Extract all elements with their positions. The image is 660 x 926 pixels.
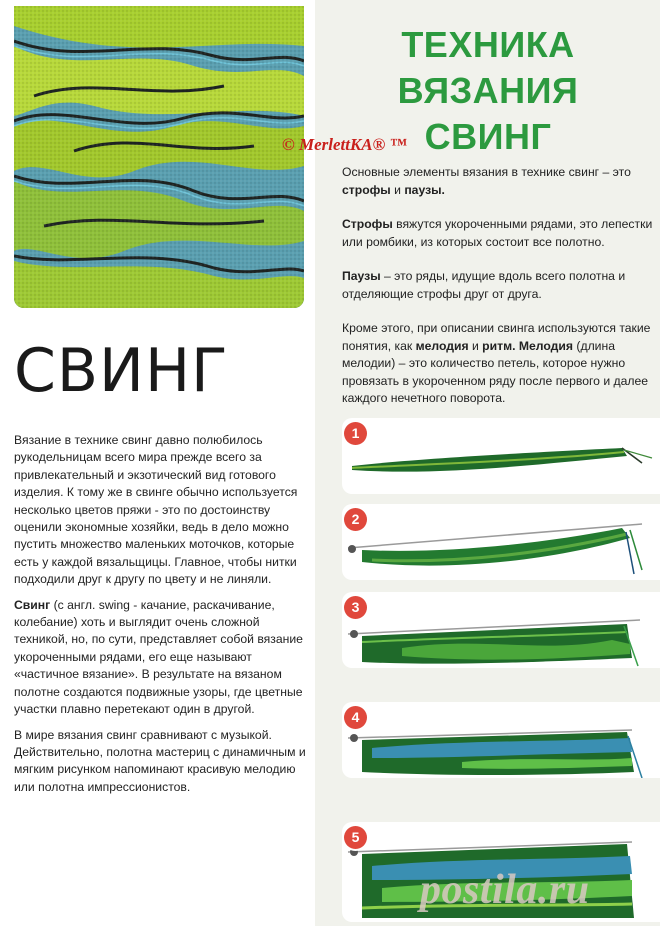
step-badge: 5	[344, 826, 367, 849]
step-photo-1	[342, 418, 660, 494]
step-badge: 4	[344, 706, 367, 729]
term-pauses: паузы.	[404, 182, 445, 197]
heading-line-2: СВИНГ	[424, 116, 552, 157]
left-paragraph-1: Вязание в технике свинг давно полюбилось рукодельницам всего мира прежде всего за привлекательный и экзотический вид готового изделия. К тому же в свинге обычно используется несколько цветов пряжи - это по достоинству оценили экономные хозяйки, ведь в дело можно пустить множество маленьких моточков, которые есть у каждой вязальщицы. Главное, чтобы нитки подходили друг к другу по цвету и не линяли.	[14, 433, 298, 587]
term-strophes: строфы	[342, 182, 391, 197]
right-column-text	[342, 164, 654, 425]
swing-term: Свинг	[14, 597, 51, 612]
step-badge: 3	[344, 596, 367, 619]
intro-text: Основные элементы вязания в технике свинг – это	[342, 165, 631, 179]
term-rhythm-melody: ритм. Мелодия	[482, 338, 574, 353]
pauses-paragraph	[342, 268, 654, 303]
melody-text-2: (длина мелодии) – это количество петель, которое нужно провязать в укороченном ряду после первого и далее каждого нечетного поворота.	[342, 338, 649, 405]
step-badge: 1	[344, 422, 367, 445]
term-melody: мелодия	[415, 338, 469, 353]
melody-paragraph	[342, 320, 654, 408]
melody-conjunction: и	[468, 338, 483, 353]
step-photo-2	[342, 504, 660, 580]
strophes-term: Строфы	[342, 217, 393, 231]
intro-conjunction: и	[390, 182, 405, 197]
left-paragraph-3: В мире вязания свинг сравнивают с музыкой. Действительно, полотна мастериц с динамичным и мягким рисунком напоминают красивую мелодию или полотна импрессионистов.	[14, 727, 306, 794]
left-column-text	[14, 432, 306, 804]
strophes-text: вяжутся укороченными рядами, это лепестки или ромбики, из которых состоит все полотно.	[342, 217, 653, 249]
pauses-text: – это ряды, идущие вдоль всего полотна и отделяющие строфы друг от друга.	[342, 269, 626, 301]
step-photo-4	[342, 702, 660, 778]
intro-paragraph	[342, 164, 654, 199]
step-badge: 2	[344, 508, 367, 531]
knitted-swatch-photo	[14, 6, 304, 308]
strophes-paragraph	[342, 216, 654, 251]
swing-definition: (с англ. swing - качание, раскачивание, колебание) хоть и выглядит очень сложной техникой, но, по сути, представляет собой вязание укороченными рядами, его еще называют «частичное вязание». В результате на вязаном полотне создаются подвижные узоры, где цветные участки плавно перетекают один в другой.	[14, 597, 303, 717]
pauses-term: Паузы	[342, 269, 381, 283]
site-watermark: postila.ru	[420, 867, 590, 913]
article-title: СВИНГ	[14, 336, 229, 406]
heading-line-1: ТЕХНИКА ВЯЗАНИЯ	[397, 24, 579, 111]
melody-text-1: Кроме этого, при описании свинга используются такие понятия, как	[342, 321, 651, 353]
step-photo-3	[342, 592, 660, 668]
left-paragraph-2	[14, 597, 306, 719]
author-watermark: © MerlettKA® ™	[282, 135, 407, 154]
